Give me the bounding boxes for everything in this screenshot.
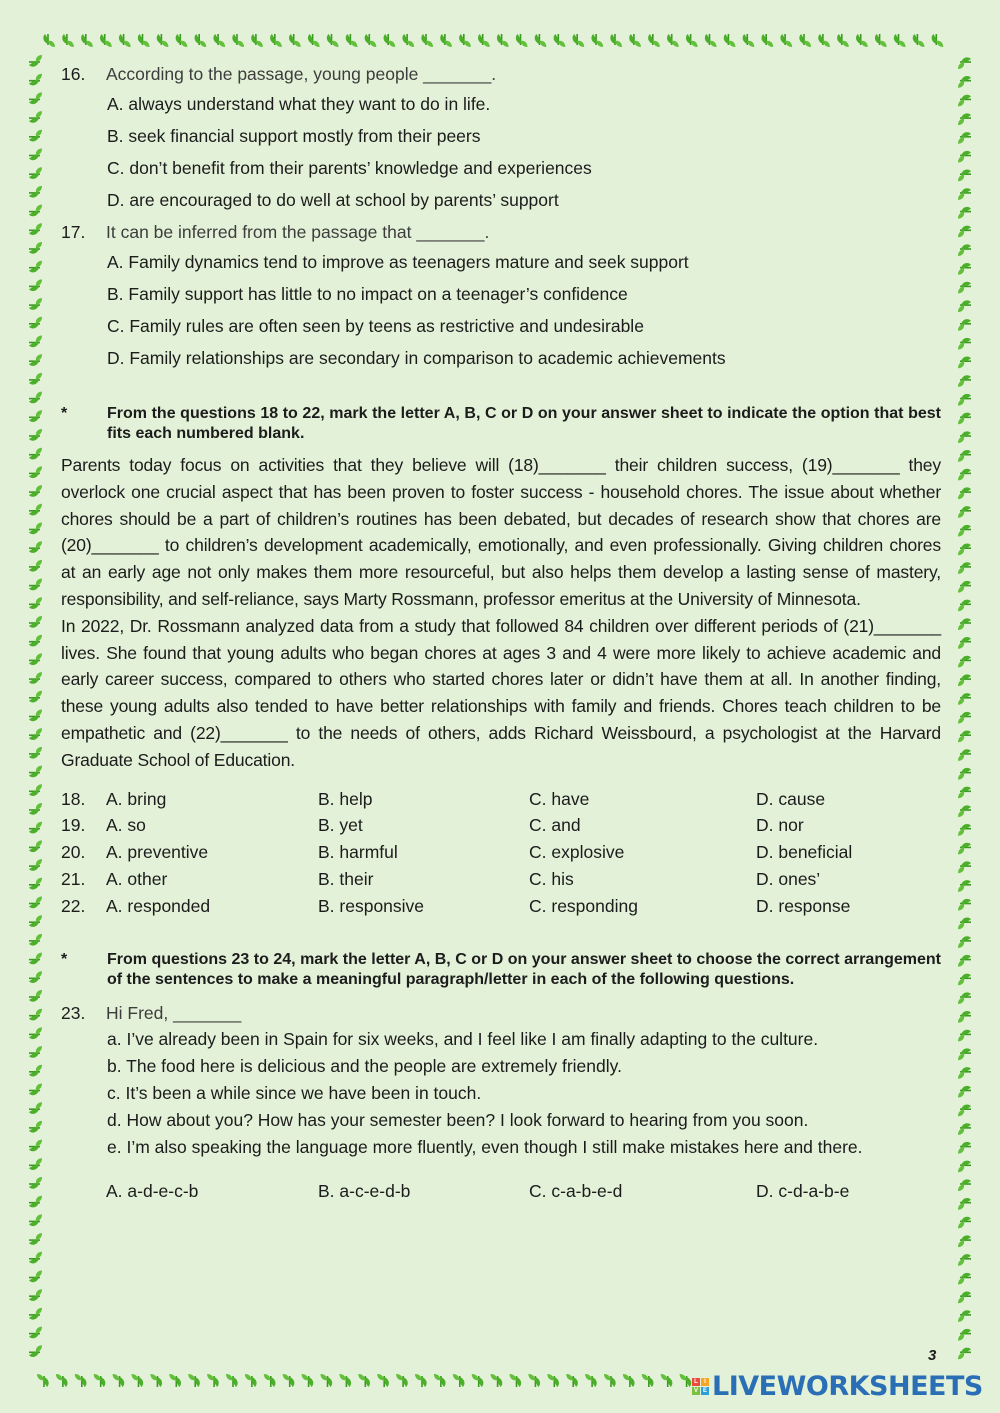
sentence-a: a. I’ve already been in Spain for six weeks, and I feel like I am finally adapting to the culture. [107,1029,819,1050]
leaf-icon [547,1374,559,1387]
leaf-icon [29,1102,42,1114]
leaf-icon [29,317,42,329]
leaf-icon [29,1140,42,1152]
leaf-icon [623,1374,635,1387]
leaf-icon [29,111,42,123]
leaf-icon [958,1348,971,1360]
leaf-icon [169,1374,181,1387]
question-stem: Hi Fred, _______ [106,1002,242,1023]
leaf-icon [591,34,603,47]
leaf-icon [29,410,42,422]
leaf-icon [958,375,971,387]
leaf-icon [958,712,971,724]
leaf-icon [29,186,42,198]
leaf-icon [377,1374,389,1387]
passage-paragraph-1: Parents today focus on activities that they believe will (18)_______ their children success, (19)_______ they overlock one crucial aspect that has been proven to foster success - household chores. The issue about whether chores should be a part of children’s routines has been debated, but decades of research show that chores are (20)_______ to children’s development academically, emotionally, and even professionally. Giving children chores at an early age not only makes them more resourceful, but also helps them develop a lasting sense of mastery, responsibility, and self-reliance, says Marty Rossmann, professor emeritus at the University of Minnesota. [61,455,941,609]
table-row [61,866,941,893]
sentence-e: e. I’m also speaking the language more fluently, even though I still make mistakes here and there. [107,1136,863,1157]
leaf-icon [780,34,792,47]
leaf-icon [472,1374,484,1387]
leaf-icon [958,170,971,182]
leaf-icon [29,504,42,516]
option-b[interactable]: B. a-c-e-d-b [318,1181,411,1202]
leaf-icon [29,1308,42,1320]
leaf-icon [339,1374,351,1387]
leaf-icon [195,34,207,47]
leaf-icon [629,34,641,47]
leaf-icon [566,1374,578,1387]
leaf-icon [29,747,42,759]
leaf-icon [402,34,414,47]
leaf-icon [29,74,42,86]
leaf-icon [176,34,188,47]
leaf-icon [29,579,42,591]
leaf-icon [958,431,971,443]
leaf-icon [958,974,971,986]
leaf-icon [958,731,971,743]
leaf-icon [29,466,42,478]
leaf-icon [958,282,971,294]
leaf-icon [29,672,42,684]
leaf-icon [478,34,490,47]
leaf-icon [29,279,42,291]
liveworksheets-logo[interactable] [692,1371,983,1402]
leaf-icon [958,487,971,499]
leaf-icon [958,1048,971,1060]
table-row [61,812,941,839]
leaf-icon [958,899,971,911]
leaf-icon [365,34,377,47]
leaf-icon [762,34,774,47]
leaf-icon [958,861,971,873]
leaf-icon [648,34,660,47]
leaf-icon [958,188,971,200]
leaf-icon [29,784,42,796]
option-a[interactable]: A. Family dynamics tend to improve as teenagers mature and seek support [107,252,689,272]
leaf-icon [29,915,42,927]
sentence-d: d. How about you? How has your semester been? I look forward to hearing from you soon. [107,1109,809,1130]
question-16 [61,60,941,216]
leaf-icon [396,1374,408,1387]
leaf-icon [29,1009,42,1021]
question-stem: It can be inferred from the passage that _______. [106,222,490,242]
option-c[interactable]: C. and [529,815,581,836]
leaf-icon [705,34,717,47]
leaf-icon [245,1374,257,1387]
leaf-icon [958,992,971,1004]
option-a[interactable]: A. always understand what they want to do in life. [107,94,491,114]
leaf-icon [958,1030,971,1042]
leaf-icon [894,34,906,47]
leaf-icon [188,1374,200,1387]
leaf-icon [232,34,244,47]
leaf-icon [29,597,42,609]
leaf-icon [958,1198,971,1210]
option-a[interactable]: A. so [106,815,146,836]
leaf-icon [150,1374,162,1387]
leaf-icon [958,936,971,948]
leaf-icon [29,205,42,217]
leaf-icon [958,319,971,331]
question-number: 17. [61,222,86,242]
leaf-icon [29,878,42,890]
leaf-icon [958,581,971,593]
leaf-icon [29,710,42,722]
leaf-icon [958,749,971,761]
brand-mark-icon [692,1378,709,1395]
leaf-icon [415,1374,427,1387]
leaf-icon [29,336,42,348]
leaf-icon [856,34,868,47]
question-number: 21. [61,868,86,889]
leaf-icon [958,207,971,219]
logo-letter: V [693,1388,698,1394]
leaf-icon [958,1217,971,1229]
leaf-icon [958,1067,971,1079]
leaf-icon [29,1046,42,1058]
table-row [61,893,941,920]
option-c[interactable]: C. responding [529,895,638,916]
leaf-icon [958,805,971,817]
option-d[interactable]: D. beneficial [756,842,853,863]
leaf-icon [958,338,971,350]
leaf-icon [119,34,131,47]
question-23 [61,1000,941,1206]
option-d[interactable]: D. c-d-a-b-e [756,1181,850,1202]
leaf-icon [958,843,971,855]
leaf-icon [29,691,42,703]
leaf-icon [283,1374,295,1387]
leaf-icon [29,1345,42,1357]
leaf-icon [610,34,622,47]
leaf-icon [29,541,42,553]
logo-letter: L [692,1378,700,1386]
leaf-icon [958,76,971,88]
leaf-icon [270,34,282,47]
leaf-icon [958,1179,971,1191]
leaf-icon [29,1158,42,1170]
question-17 [61,218,941,374]
leaf-icon [29,1065,42,1077]
leaf-icon [661,1374,673,1387]
leaf-icon [958,151,971,163]
leaf-icon [440,34,452,47]
option-c[interactable]: C. don’t benefit from their parents’ knowledge and experiences [107,158,592,178]
leaf-icon [29,354,42,366]
leaf-icon [113,1374,125,1387]
leaf-icon [75,1374,87,1387]
instruction-text: From questions 23 to 24, mark the letter A, B, C or D on your answer sheet to choose the correct arrangement of the sentences to make a meaningful paragraph/letter in each of the following questions. [107,950,941,988]
leaf-icon [958,787,971,799]
option-b[interactable]: B. their [318,868,374,889]
leaf-icon [516,34,528,47]
leaf-icon [453,1374,465,1387]
leaf-icon [384,34,396,47]
option-a[interactable]: A. responded [106,895,211,916]
leaf-icon [29,1121,42,1133]
leaf-icon [264,1374,276,1387]
leaf-icon [958,637,971,649]
leaf-icon [958,1105,971,1117]
instruction-text: From the questions 18 to 22, mark the letter A, B, C or D on your answer sheet to indicate the option that best fits each numbered blank. [107,405,941,442]
leaf-icon [29,953,42,965]
leaf-icon [251,34,263,47]
leaf-icon [799,34,811,47]
leaf-icon [958,693,971,705]
leaf-icon [29,1196,42,1208]
answer-options-row [61,1178,941,1205]
leaf-icon [958,768,971,780]
leaf-icon [913,34,925,47]
leaf-icon [29,448,42,460]
leaf-icon [226,1374,238,1387]
leaf-icon [958,394,971,406]
leaf-icon [29,1327,42,1339]
leaf-icon [958,544,971,556]
leaf-icon [958,880,971,892]
leaf-icon [29,261,42,273]
leaf-icon [958,1123,971,1135]
table-row [61,839,941,866]
leaf-icon [724,34,736,47]
leaf-icon [157,34,169,47]
leaf-icon [29,1289,42,1301]
leaf-icon [958,674,971,686]
leaf-icon [686,34,698,47]
leaf-icon [958,450,971,462]
leaf-icon [302,1374,314,1387]
leaf-icon [958,244,971,256]
sentence-b: b. The food here is delicious and the people are extremely friendly. [107,1056,622,1077]
leaf-icon [327,34,339,47]
leaf-icon [837,34,849,47]
option-d[interactable]: D. are encouraged to do well at school by parents’ support [107,190,559,210]
instruction-arrangement [61,950,941,990]
leaf-icon [29,766,42,778]
leaf-icon [434,1374,446,1387]
leaf-icon [289,34,301,47]
leaf-icon [510,1374,522,1387]
leaf-icon [94,1374,106,1387]
leaf-icon [62,34,74,47]
leaf-icon [29,1027,42,1039]
leaf-icon [958,1235,971,1247]
leaf-icon [958,57,971,69]
leaf-icon [29,971,42,983]
leaf-icon [100,34,112,47]
table-row [61,786,941,813]
option-c[interactable]: C. his [529,868,574,889]
leaf-icon [958,656,971,668]
leaf-icon [29,92,42,104]
question-number: 20. [61,842,86,863]
leaf-icon [29,822,42,834]
leaf-icon [29,298,42,310]
leaf-icon [459,34,471,47]
leaf-icon [207,1374,219,1387]
leaf-icon [554,34,566,47]
leaf-icon [743,34,755,47]
option-d[interactable]: D. ones’ [756,868,821,889]
leaf-icon [358,1374,370,1387]
leaf-icon [29,429,42,441]
leaf-icon [29,803,42,815]
leaf-icon [958,1310,971,1322]
question-number: 18. [61,788,86,809]
leaf-icon [958,263,971,275]
leaf-icon [29,223,42,235]
leaf-icon [958,824,971,836]
leaf-icon [642,1374,654,1387]
leaf-icon [29,1177,42,1189]
option-b[interactable]: B. help [318,788,373,809]
option-b[interactable]: B. responsive [318,895,425,916]
option-b[interactable]: B. Family support has little to no impact on a teenager’s confidence [107,284,628,304]
leaf-icon [604,1374,616,1387]
leaf-icon [958,1273,971,1285]
leaf-icon [321,1374,333,1387]
leaf-icon [535,34,547,47]
option-c[interactable]: C. explosive [529,842,625,863]
option-b[interactable]: B. seek financial support mostly from their peers [107,126,481,146]
page-number: 3 [928,1347,937,1364]
leaf-icon [958,1142,971,1154]
leaf-icon [29,934,42,946]
leaf-icon [29,523,42,535]
leaf-icon [29,560,42,572]
leaf-icon [932,34,944,47]
question-stem: According to the passage, young people _______. [106,64,497,84]
leaf-icon [958,95,971,107]
leaf-icon [29,635,42,647]
leaf-icon [958,113,971,125]
option-c[interactable]: C. Family rules are often seen by teens as restrictive and undesirable [107,316,644,336]
option-c[interactable]: C. have [529,788,590,809]
leaf-icon [958,226,971,238]
leaf-icon [875,34,887,47]
leaf-icon [29,1214,42,1226]
leaf-icon [421,34,433,47]
leaf-icon [958,562,971,574]
leaf-icon [37,1374,49,1387]
question-number: 19. [61,815,86,836]
option-a[interactable]: A. a-d-e-c-b [106,1181,199,1202]
option-d[interactable]: D. Family relationships are secondary in comparison to academic achievements [107,348,726,368]
passage-paragraph-2: In 2022, Dr. Rossmann analyzed data from a study that followed 84 children over different periods of (21)_______ lives. She found that young adults who began chores at ages 3 and 4 were more likely to achieve academic and early career success, compared to others who started chores later or didn’t have them at all. In another finding, these young adults also tended to have better relationships with family and friends. Chores teach children to be empathetic and (22)_______ to the needs of others, adds Richard Weissbourd, a psychologist at the Harvard Graduate School of Education. [61,615,941,770]
leaf-icon [29,1233,42,1245]
option-d[interactable]: D. response [756,895,851,916]
leaf-icon [818,34,830,47]
leaf-icon [29,1084,42,1096]
leaf-icon [29,653,42,665]
option-a[interactable]: A. other [106,868,168,889]
leaf-icon [29,392,42,404]
leaf-icon [958,413,971,425]
leaf-icon [29,859,42,871]
leaf-icon [29,167,42,179]
leaf-icon [958,469,971,481]
option-a[interactable]: A. bring [106,788,167,809]
question-number: 22. [61,895,86,916]
question-number: 23. [61,1002,86,1023]
leaf-icon [667,34,679,47]
question-number: 16. [61,64,86,84]
leaf-icon [29,373,42,385]
leaf-icon [138,34,150,47]
option-c[interactable]: C. c-a-b-e-d [529,1181,623,1202]
leaf-icon [56,1374,68,1387]
sentence-c: c. It’s been a while since we have been in touch. [107,1082,482,1103]
leaf-icon [958,300,971,312]
leaf-icon [29,485,42,497]
leaf-icon [958,1086,971,1098]
option-d[interactable]: D. nor [756,815,804,836]
logo-letter: I [701,1378,709,1386]
option-a[interactable]: A. preventive [106,842,209,863]
leaf-icon [958,357,971,369]
leaf-icon [29,616,42,628]
instruction-cloze [61,404,941,444]
leaf-icon [29,897,42,909]
leaf-icon [43,34,55,47]
leaf-icon [573,34,585,47]
cloze-answer-table [61,786,941,920]
leaf-icon [958,525,971,537]
leaf-icon [29,990,42,1002]
leaf-icon [585,1374,597,1387]
leaf-icon [958,1161,971,1173]
leaf-icon [29,728,42,740]
leaf-icon [958,618,971,630]
option-d[interactable]: D. cause [756,788,826,809]
leaf-icon [29,840,42,852]
leaf-icon [958,600,971,612]
leaf-icon [958,1011,971,1023]
leaf-icon [958,506,971,518]
leaf-icon [680,1374,692,1387]
leaf-icon [346,34,358,47]
leaf-icon [958,918,971,930]
leaf-icon [528,1374,540,1387]
instruction-bullet: * [61,405,68,422]
leaf-icon [958,1292,971,1304]
logo-letter: E [702,1388,707,1394]
leaf-icon [29,55,42,67]
brand-name: LIVEWORKSHEETS [712,1371,983,1402]
leaf-icon [132,1374,144,1387]
leaf-icon [958,955,971,967]
leaf-icon [29,1271,42,1283]
option-b[interactable]: B. harmful [318,842,398,863]
leaf-icon [958,1329,971,1341]
leaf-icon [81,34,93,47]
leaf-icon [213,34,225,47]
leaf-icon [308,34,320,47]
leaf-icon [29,242,42,254]
leaf-icon [958,132,971,144]
leaf-icon [491,1374,503,1387]
leaf-icon [958,1254,971,1266]
leaf-icon [497,34,509,47]
leaf-icon [29,1252,42,1264]
option-b[interactable]: B. yet [318,815,363,836]
leaf-icon [29,149,42,161]
leaf-icon [29,130,42,142]
instruction-bullet: * [61,950,68,968]
